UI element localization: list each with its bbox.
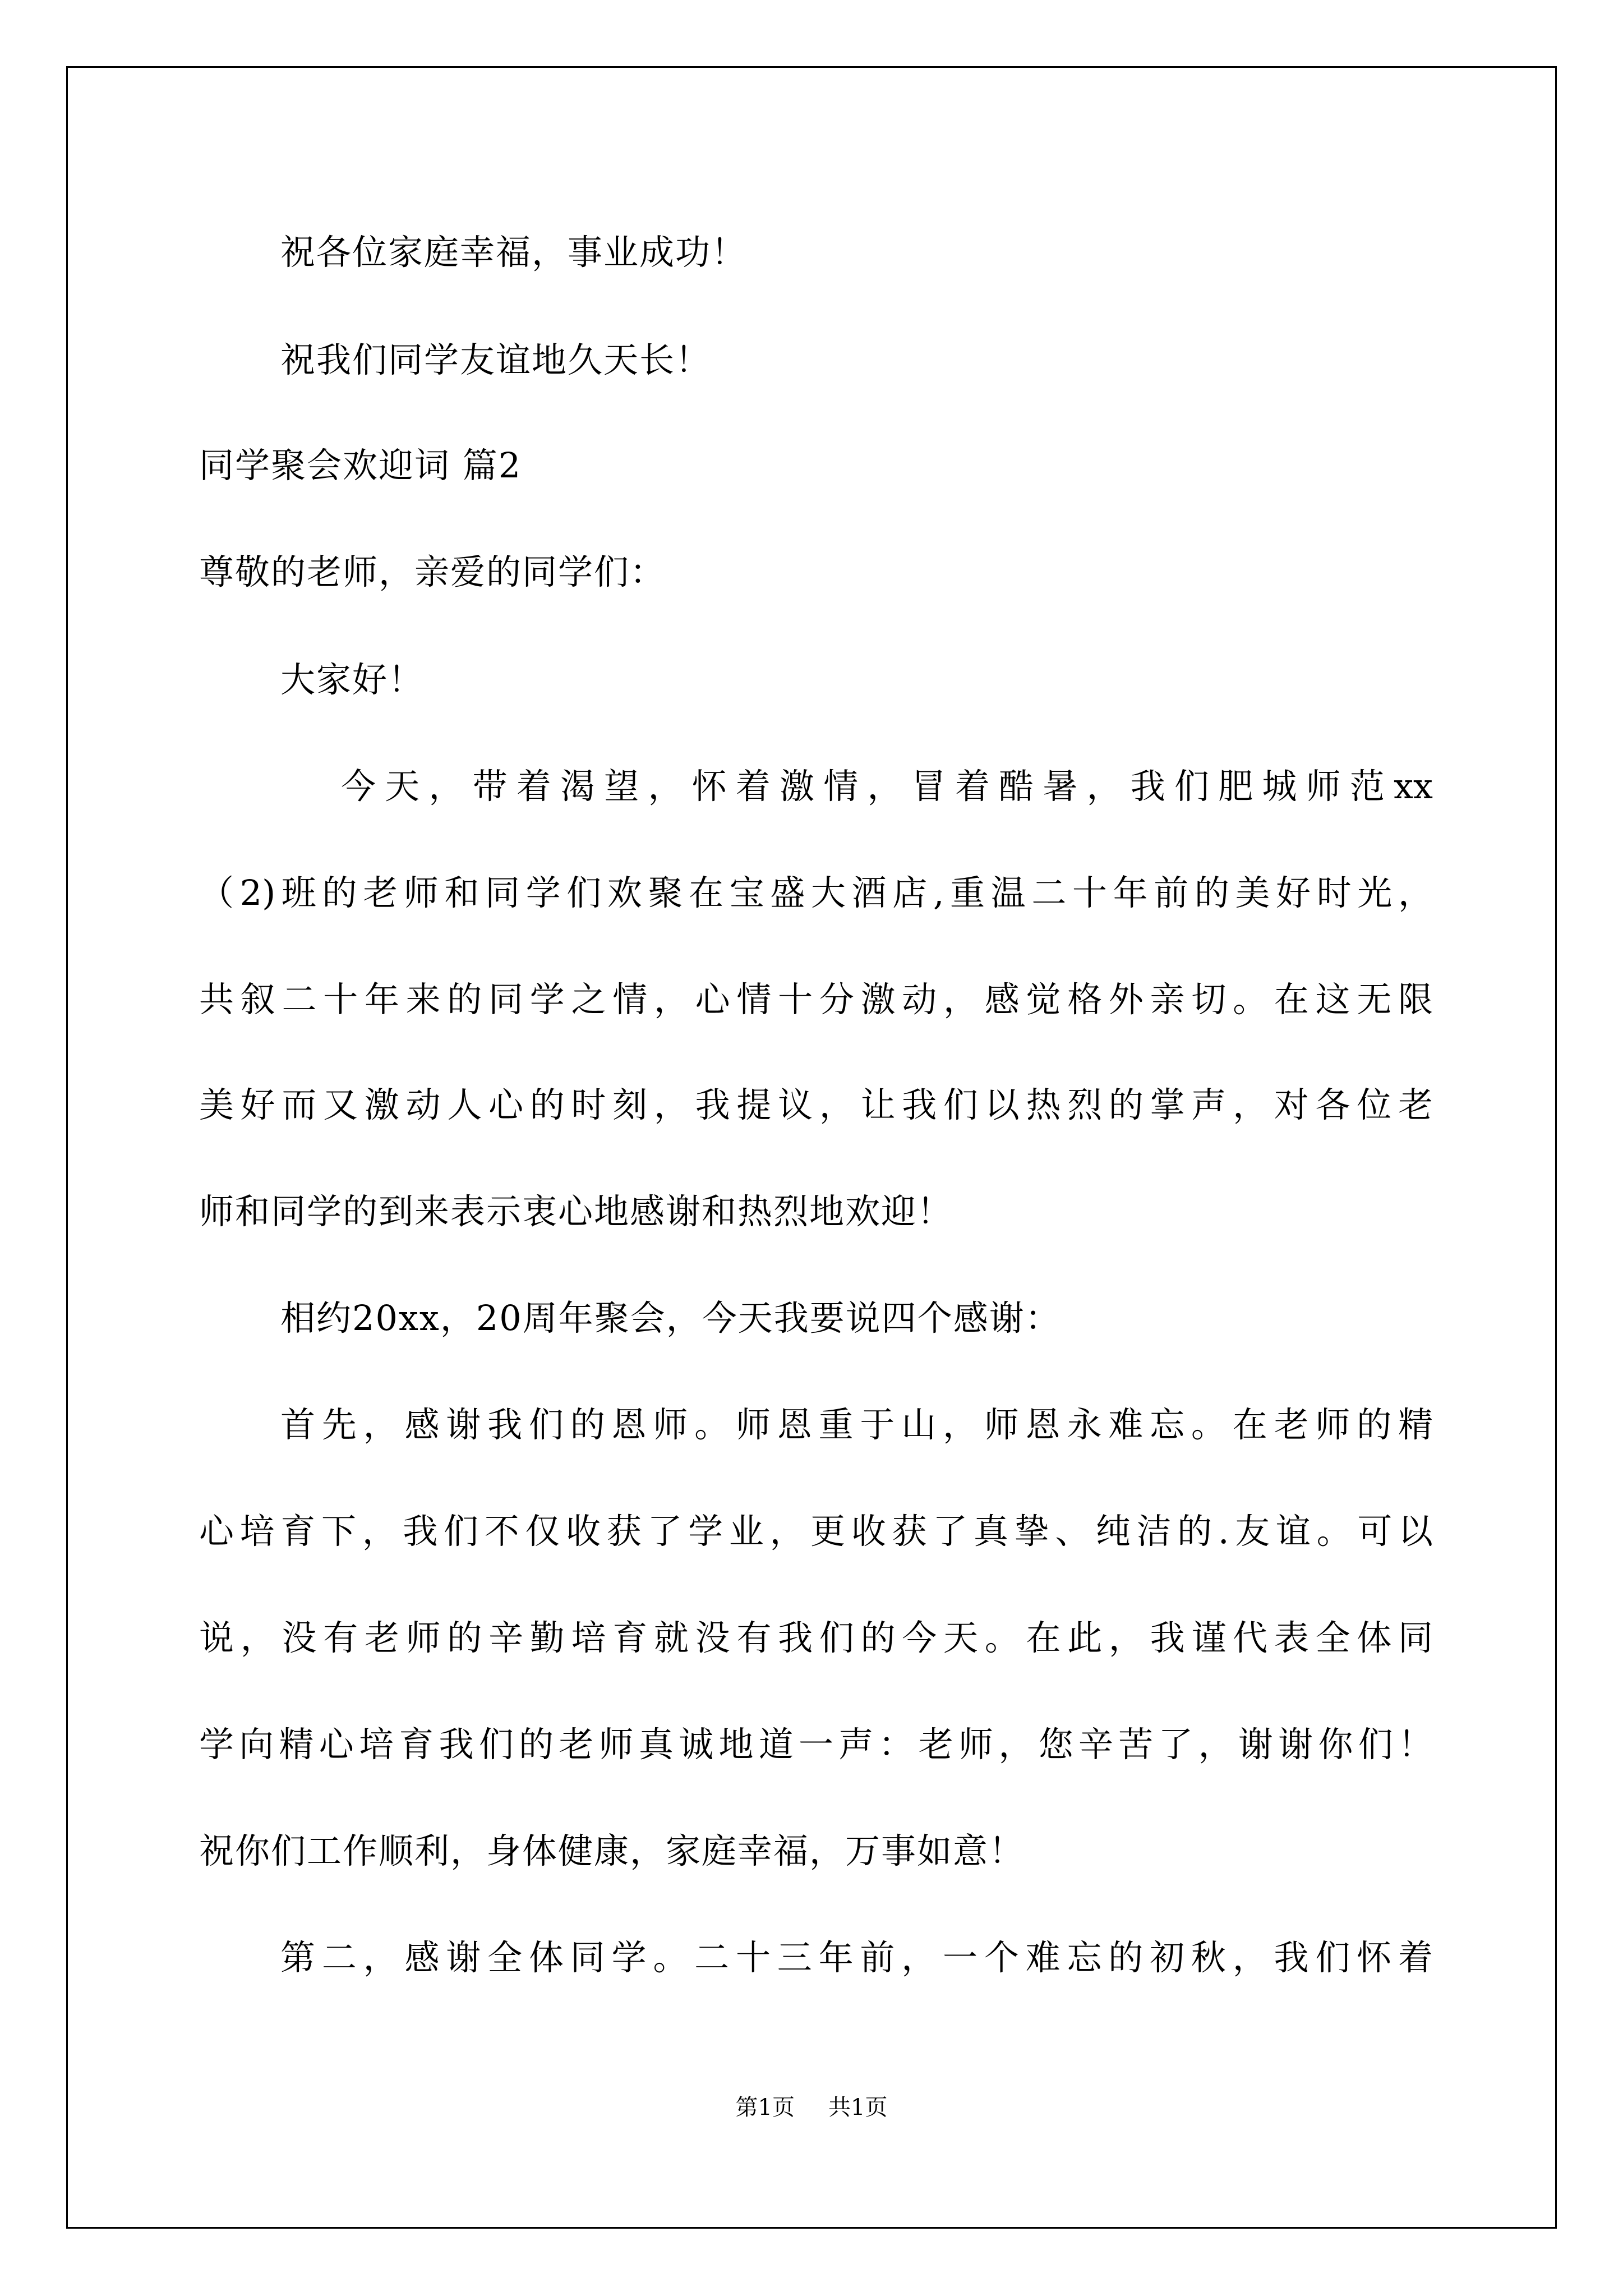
text-line: 祝各位家庭幸福，事业成功！ [280,232,748,273]
text-line: 第二，感谢全体同学。二十三年前，一个难忘的初秋，我们怀着 [280,1937,1433,1978]
text-line: 学向精心培育我们的老师真诚地道一声：老师，您辛苦了，谢谢你们！ [199,1724,1433,1765]
text-line: 美好而又激动人心的时刻，我提议，让我们以热烈的掌声，对各位老 [199,1084,1433,1125]
text-line: 心培育下，我们不仅收获了学业，更收获了真挚、纯洁的.友谊。可以 [199,1511,1433,1552]
text-line: 说，没有老师的辛勤培育就没有我们的今天。在此，我谨代表全体同 [199,1617,1433,1658]
text-line: 祝你们工作顺利，身体健康，家庭幸福，万事如意！ [199,1830,1025,1871]
text-line: 共叙二十年来的同学之情，心情十分激动，感觉格外亲切。在这无限 [199,979,1433,1020]
text-line: 相约20xx，20周年聚会，今天我要说四个感谢： [280,1297,1061,1338]
text-line: 祝我们同学友谊地久天长！ [280,339,712,380]
greeting: 大家好！ [280,659,425,700]
section-heading: 同学聚会欢迎词 篇2 [199,445,522,486]
text-line: （2)班的老师和同学们欢聚在宝盛大酒店,重温二十年前的美好时光， [199,872,1433,913]
text-line: 师和同学的到来表示衷心地感谢和热烈地欢迎！ [199,1191,953,1232]
page-footer [0,2093,1623,2122]
page-border [66,66,1557,2229]
page-number: 第1页 [735,2095,795,2120]
text-line: 首先，感谢我们的恩师。师恩重于山，师恩永难忘。在老师的精 [280,1404,1433,1445]
page-total: 共1页 [828,2095,888,2120]
text-line: 今天，带着渴望，怀着激情，冒着酷暑，我们肥城师范xx [341,766,1433,807]
salutation: 尊敬的老师，亲爱的同学们： [199,551,666,592]
